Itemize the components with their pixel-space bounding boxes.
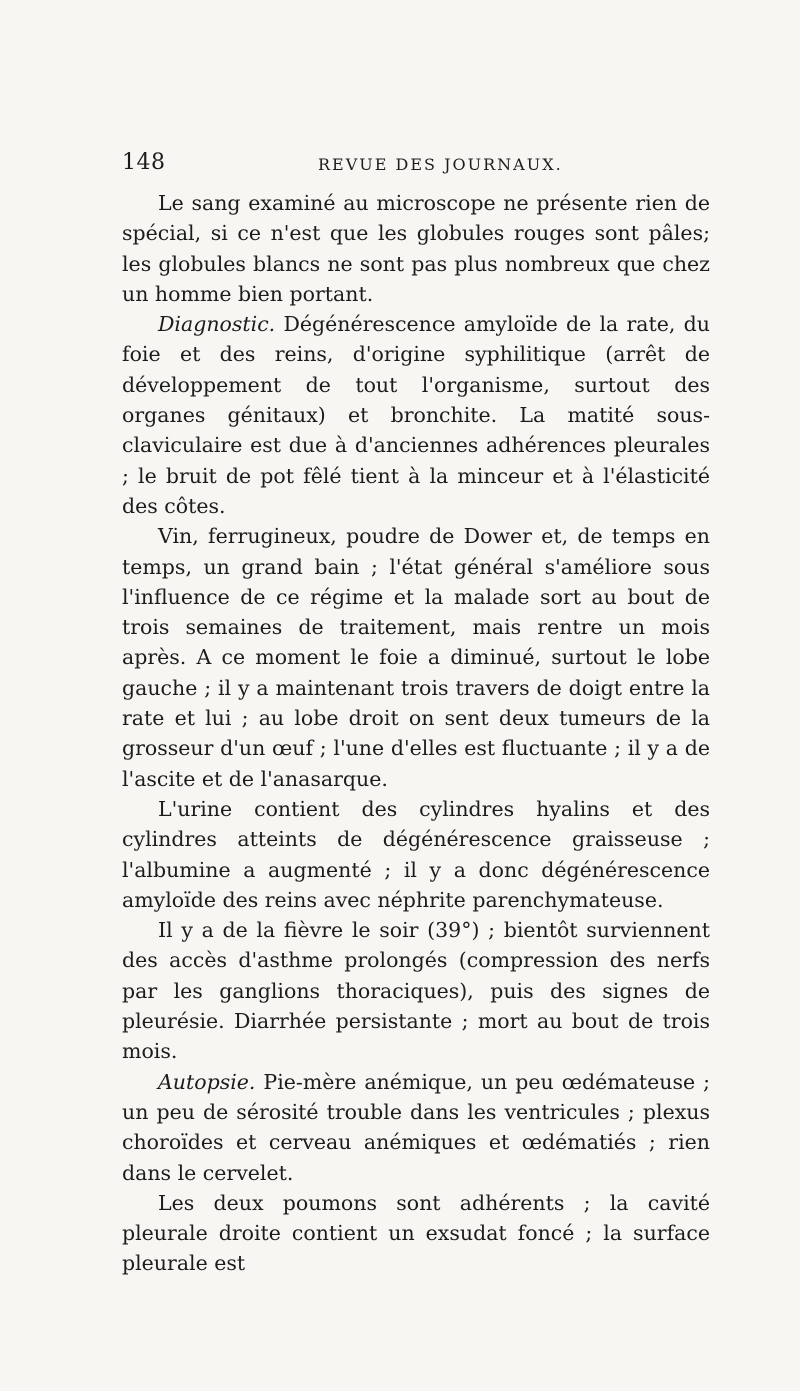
diagnostic-heading: Diagnostic.: [158, 312, 276, 337]
paragraph-diagnostic: Diagnostic. Dégénérescence amyloïde de la rate, du foie et des reins, d'origine syphilitique (arrêt de développement de tout l'organisme, surtout des organes génitaux) et bronchite. La matité sous-claviculaire est due à d'anciennes adhérences pleurales ; le bruit de pot fêlé tient à la minceur et à l'élasticité des côtes.: [122, 312, 710, 518]
autopsy-heading: Autopsie.: [158, 1069, 256, 1094]
running-head: [122, 150, 712, 182]
paragraph-autopsy: Autopsie. Pie-mère anémique, un peu œdémateuse ; un peu de sérosité trouble dans les ventricules ; plexus choroïdes et cerveau anémiques et œdématiés ; rien dans le cervelet.: [122, 1069, 710, 1185]
journal-title: REVUE DES JOURNAUX.: [318, 155, 563, 174]
page-number: 148: [122, 150, 166, 175]
paragraph-urine: L'urine contient des cylindres hyalins et des cylindres atteints de dégénérescence graisseuse ; l'albumine a augmenté ; il y a donc dégénérescence amyloïde des reins avec néphrite parenchymateuse.: [122, 796, 710, 912]
paragraph-treatment: Vin, ferrugineux, poudre de Dower et, de temps en temps, un grand bain ; l'état général s'améliore sous l'influence de ce régime et la malade sort au bout de trois semaines de traitement, mais rentre un mois après. A ce moment le foie a diminué, surtout le lobe gauche ; il y a maintenant trois travers de doigt entre la rate et lui ; au lobe droit on sent deux tumeurs de la grosseur d'un œuf ; l'une d'elles est fluctuante ; il y a de l'ascite et de l'anasarque.: [122, 524, 710, 791]
paragraph-blood-exam: Le sang examiné au microscope ne présente rien de spécial, si ce n'est que les globules rouges sont pâles; les globules blancs ne sont pas plus nombreux que chez un homme bien portant.: [122, 191, 710, 306]
paragraph-lungs: Les deux poumons sont adhérents ; la cavité pleurale droite contient un exsudat foncé ; la surface pleurale est: [122, 1190, 710, 1276]
paragraph-fever: Il y a de la fièvre le soir (39°) ; bientôt surviennent des accès d'asthme prolongés (compression des nerfs par les ganglions thoraciques), puis des signes de pleurésie. Diarrhée persistante ; mort au bout de trois mois.: [122, 918, 710, 1064]
body-text: [122, 188, 710, 1279]
